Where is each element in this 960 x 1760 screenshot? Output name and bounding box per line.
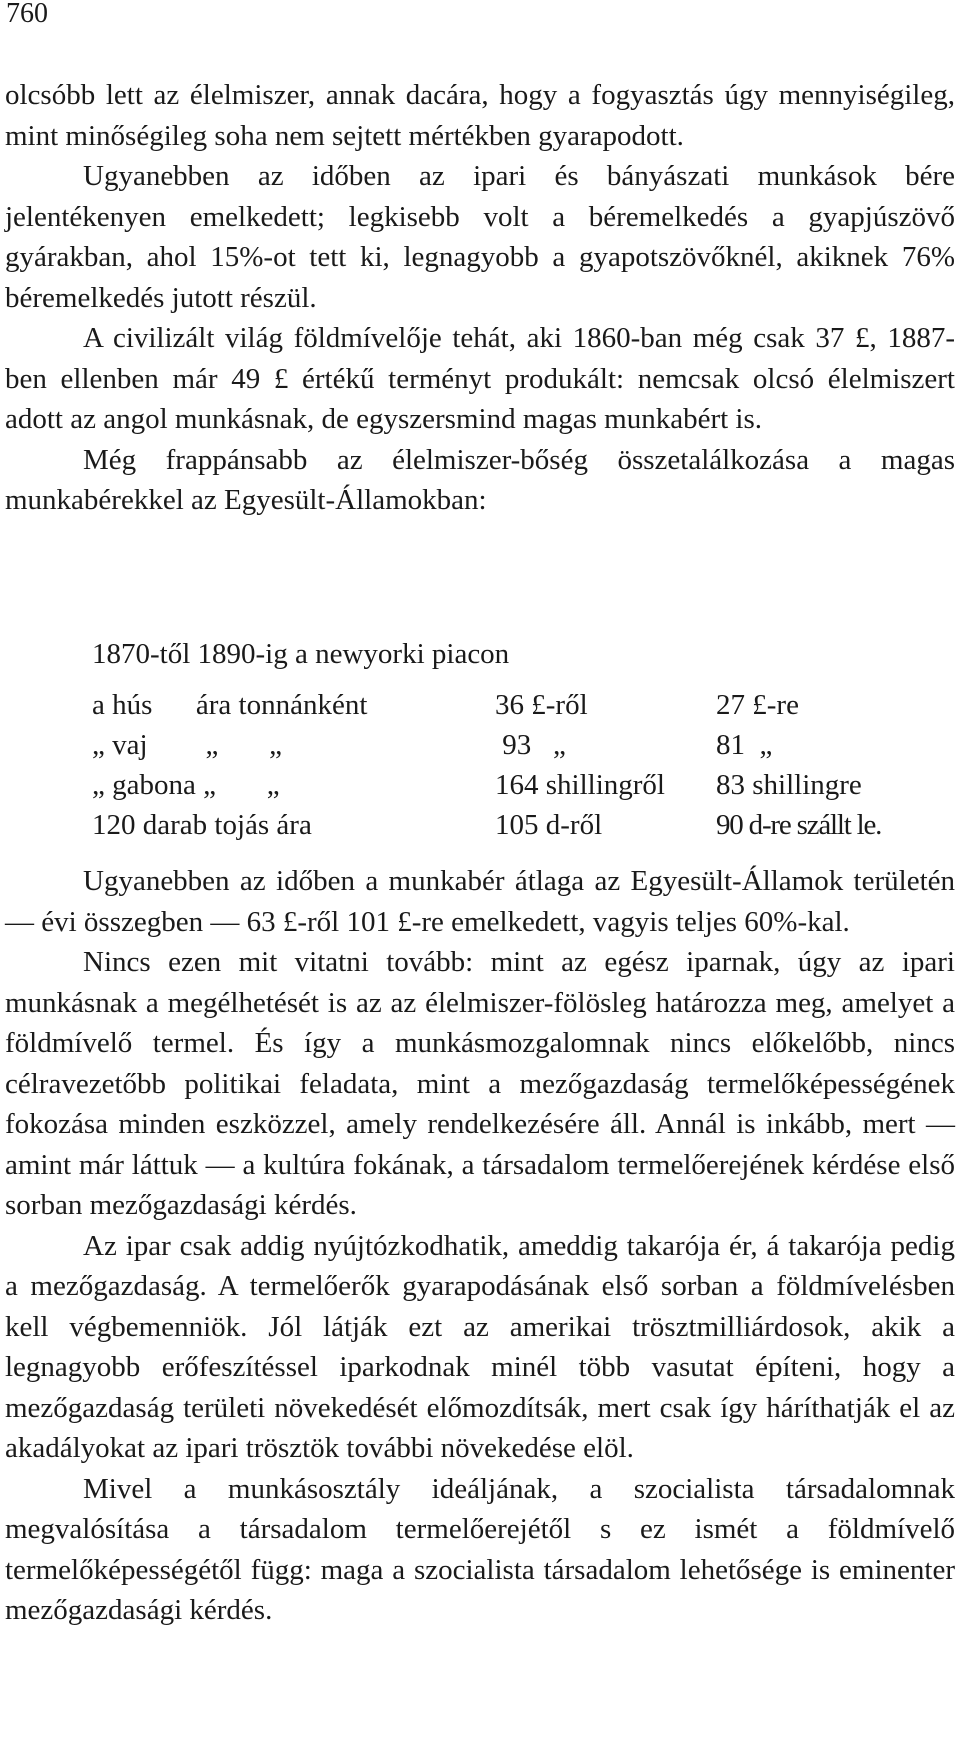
table-cell-item: a hús ára tonnánként — [92, 689, 368, 721]
table-cell-to: 27 £-re — [716, 689, 799, 721]
table-cell-to: 83 shillingre — [716, 769, 862, 801]
table-cell-from: 36 £-ről — [495, 689, 588, 721]
paragraph: Ugyanebben az időben a munkabér átlaga az Egyesült-Államok területén — évi összegben — 63 £-ről 101 £-re emelkedett, vagyis teljes 60%-kal. — [5, 865, 955, 938]
table-cell-from: 93 „ — [495, 729, 566, 761]
table-row — [0, 685, 960, 725]
paragraph: Ugyanebben az időben az ipari és bányászati munkások bére jelentékenyen emelkedett; legkisebb volt a béremelkedés a gyapjúszövő gyárakban, ahol 15%-ot tett ki, legnagyobb a gyapotszövőknél, akiknek 76% béremelkedés jutott részül. — [5, 160, 955, 314]
table-row — [0, 805, 960, 845]
table-row — [0, 765, 960, 805]
paragraph: Még frappánsabb az élelmiszer-bőség összetalálkozása a magas munkabérekkel az Egyesült-Államokban: — [5, 443, 955, 516]
text-block-top — [5, 75, 955, 521]
text-block-bottom — [5, 861, 955, 1631]
table-cell-item: „ gabona „ „ — [92, 769, 280, 801]
paragraph: Az ipar csak addig nyújtózkodhatik, ameddig takarója ér, á takarója pedig a mezőgazdaság. A termelőerők gyarapodásának első sorban a földmívelésben kell végbemenniök. Jól látják ezt az amerikai trösztmilliárdosok, akik a legnagyobb erőfeszítéssel iparkodnak minél több vasutat építeni, hogy a mezőgazdaság területi növekedését előmozdítsák, mert csak így háríthatják el az akadályokat az ipari trösztök további növekedése elöl. — [5, 1229, 955, 1464]
table-cell-to: 90 d-re szállt le. — [716, 809, 882, 841]
table-cell-item: 120 darab tojás ára — [92, 809, 312, 841]
paragraph: olcsóbb lett az élelmiszer, annak dacára, hogy a fogyasztás úgy mennyiségileg, mint minőségileg soha nem sejtett mértékben gyarapodott. — [5, 79, 955, 152]
table-row — [0, 725, 960, 765]
paragraph: Mivel a munkásosztály ideáljának, a szocialista társadalomnak megvalósítása a társadalom termelőerejétől s ez ismét a földmívelő termelőképességétől függ: maga a szocialista társadalom lehetősége is eminenter mezőgazdasági kérdés. — [5, 1472, 955, 1626]
paragraph: A civilizált világ földmívelője tehát, aki 1860-ban még csak 37 £, 1887-ben ellenben már 49 £ értékű terményt produkált: nemcsak olcsó élelmiszert adott az angol munkásnak, de egyszersmind magas munkabért is. — [5, 322, 955, 435]
table-cell-from: 105 d-ről — [495, 809, 603, 841]
paragraph: Nincs ezen mit vitatni tovább: mint az egész iparnak, úgy az ipari munkásnak a megélhetését is az az élelmiszer-fölösleg határozza meg, amelyet a földmívelő termel. És így a munkásmozgalomnak nincs előkelőbb, nincs célravezetőbb politikai feladata, mint a mezőgazdaság termelőképességének fokozása minden eszközzel, amely rendelkezésére áll. Annál is inkább, mert — amint már láttuk — a kultúra fokának, a társadalom termelőerejének kérdése első sorban mezőgazdasági kérdés. — [5, 946, 955, 1221]
table-cell-from: 164 shillingről — [495, 769, 665, 801]
table-cell-to: 81 „ — [716, 729, 773, 761]
table-cell-item: „ vaj „ „ — [92, 729, 283, 761]
table-heading: 1870-től 1890-ig a newyorki piacon — [92, 638, 510, 670]
page-number: 760 — [6, 0, 48, 29]
price-table — [0, 685, 960, 845]
